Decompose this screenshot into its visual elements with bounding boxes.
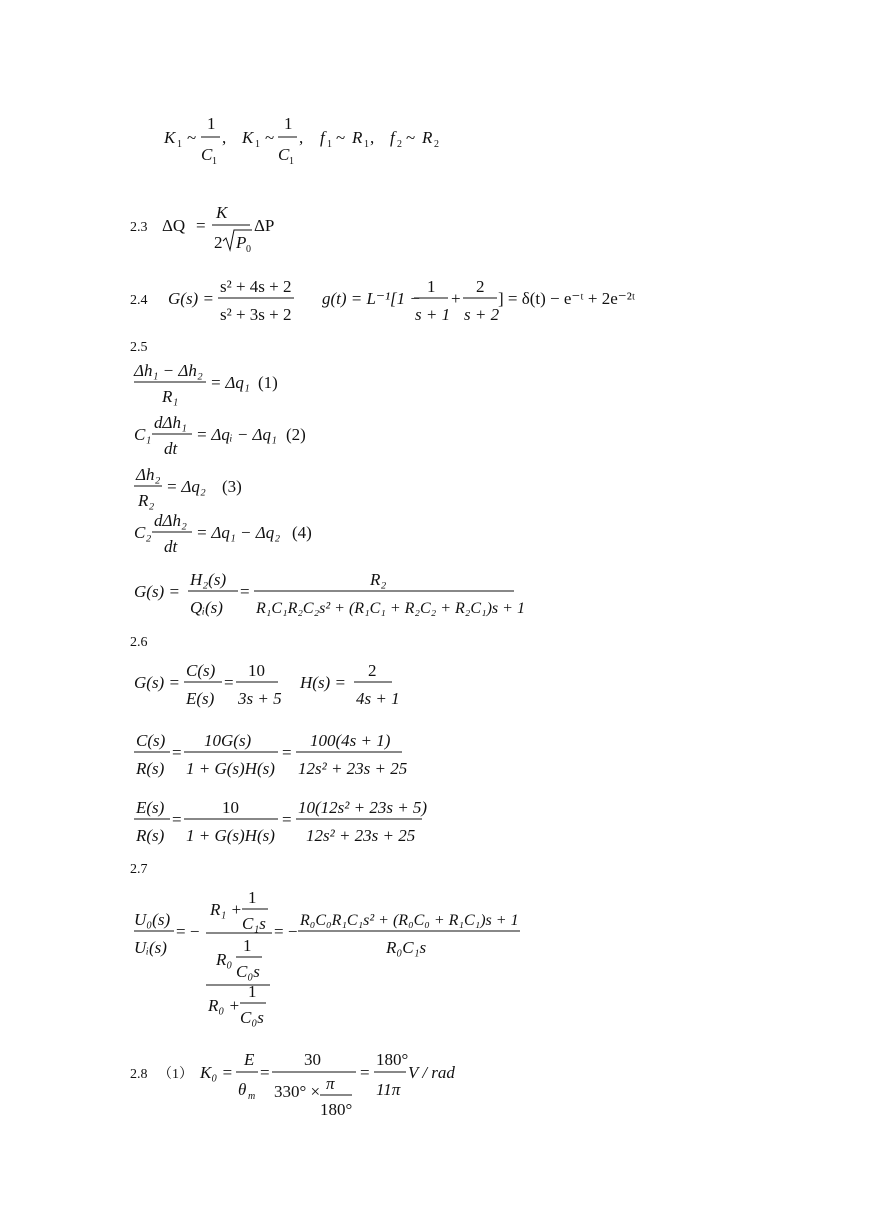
- eq4-den: dt: [164, 537, 178, 556]
- tilde-b: ~: [265, 128, 275, 147]
- top-den: C₁s: [242, 914, 266, 933]
- section-2-3: [130, 200, 330, 260]
- c1-b-sub: 1: [289, 156, 294, 167]
- bot-den: C₀s: [240, 1008, 264, 1027]
- section-2-7-number: [130, 859, 170, 879]
- eq2-den: dt: [164, 439, 178, 458]
- section-2-8: [130, 1045, 490, 1120]
- section-number: 2.7: [130, 862, 148, 877]
- tf-den1: Qᵢ(s): [190, 598, 223, 617]
- eq3-num: Δh₂: [136, 465, 161, 484]
- f2: f: [390, 128, 395, 147]
- f1: f: [320, 128, 325, 147]
- section-number: 2.6: [130, 635, 148, 650]
- rhs-num: R₀C₀R₁C₁s² + (R₀C₀ + R₁C₁)s + 1: [300, 912, 519, 929]
- eq4-rhs: = Δq₁ − Δq₂: [196, 523, 281, 542]
- two: 2: [214, 233, 223, 252]
- section-2-6-number: [130, 632, 170, 652]
- one-b: 1: [284, 114, 293, 133]
- g-d2: 3s + 5: [238, 689, 282, 708]
- eq4-tag: (4): [292, 523, 312, 542]
- section-number: 2.8: [130, 1067, 148, 1082]
- r1-sub: 1: [364, 139, 369, 150]
- d330: 330° ×: [274, 1082, 321, 1101]
- f2-sub: 2: [397, 139, 402, 150]
- theta-sub: m: [248, 1091, 256, 1102]
- tilde-d: ~: [406, 128, 416, 147]
- unit: V / rad: [408, 1063, 455, 1082]
- r2-sub: 2: [434, 139, 439, 150]
- equals: =: [196, 216, 206, 235]
- p0: P: [236, 233, 247, 252]
- cr-d2: 1 + G(s)H(s): [186, 759, 275, 778]
- k1-b-sub: 1: [255, 139, 260, 150]
- equation-g-h: [130, 658, 430, 713]
- cr-n1: C(s): [136, 731, 166, 750]
- tf-eq: =: [240, 582, 250, 601]
- bot-r0: R₀ +: [208, 996, 241, 1015]
- cr-n2: 10G(s): [204, 731, 252, 750]
- eq-neg-2: = −: [274, 922, 298, 941]
- eq2-num: dΔh₁: [154, 413, 187, 432]
- mid-den: C₀s: [236, 962, 260, 981]
- section-number: 2.5: [130, 340, 148, 355]
- eq1: =: [260, 1063, 270, 1082]
- tf-den2: R₁C₁R₂C₂s² + (R₁C₁ + R₂C₂ + R₂C₁)s + 1: [256, 600, 525, 617]
- equation-2: [130, 412, 360, 462]
- theta: θ: [238, 1080, 247, 1099]
- mid-one: 1: [243, 936, 252, 955]
- tilde-c: ~: [336, 128, 346, 147]
- cr-n3: 100(4s + 1): [310, 731, 391, 750]
- thirty: 30: [304, 1050, 321, 1069]
- g-d1: E(s): [186, 689, 215, 708]
- cr-d1: R(s): [136, 759, 165, 778]
- g-lhs: G(s) =: [134, 673, 180, 692]
- section-2-4: [130, 273, 650, 333]
- eq1-tag: (1): [258, 373, 278, 392]
- tilde-a: ~: [187, 128, 197, 147]
- res-n: 180°: [376, 1050, 409, 1069]
- section-number: 2.4: [130, 293, 148, 308]
- e: E: [244, 1050, 255, 1069]
- eq1-den: R₁: [162, 387, 179, 406]
- result: ] = δ(t) − e⁻ᵗ + 2e⁻²ᵗ: [498, 289, 636, 308]
- cr-eq2: =: [282, 743, 292, 762]
- eq3-rhs: = Δq₂: [166, 477, 206, 496]
- mid-r0: R₀: [216, 950, 233, 969]
- tf-num1: H₂(s): [190, 570, 227, 589]
- eq-neg-1: = −: [176, 922, 200, 941]
- equation-4: [130, 510, 360, 560]
- p0-sub: 0: [246, 244, 251, 255]
- comma-a: ,: [222, 128, 227, 147]
- g-n1: C(s): [186, 661, 216, 680]
- eq2-c: C₁: [134, 425, 152, 444]
- section-number: 2.3: [130, 220, 148, 235]
- equation-2-7: [130, 885, 530, 1030]
- top-r1: R₁ +: [210, 900, 243, 919]
- eq2-rhs: = Δqᵢ − Δq₁: [196, 425, 277, 444]
- uo: U₀(s): [134, 910, 171, 929]
- k1-b: K: [242, 128, 254, 147]
- h-lhs: H(s) =: [300, 673, 346, 692]
- plus: +: [451, 289, 461, 308]
- delta-p: ΔP: [254, 216, 275, 235]
- numerator: s² + 4s + 2: [220, 277, 292, 296]
- er-eq1: =: [172, 810, 182, 829]
- er-n3: 10(12s² + 23s + 5): [298, 798, 428, 817]
- k: K: [216, 203, 228, 222]
- c1-b: C: [278, 145, 290, 164]
- eq2-tag: (2): [286, 425, 306, 444]
- g-eq: =: [224, 673, 234, 692]
- equation-e-r: [130, 795, 450, 850]
- eq3-den: R₂: [138, 491, 155, 510]
- frac2-num: 2: [476, 277, 485, 296]
- equation-k1-c1: [160, 112, 460, 172]
- er-d2: 1 + G(s)H(s): [186, 826, 275, 845]
- top-one: 1: [248, 888, 257, 907]
- er-d1: R(s): [136, 826, 165, 845]
- one-a: 1: [207, 114, 216, 133]
- section-2-5-number: [130, 337, 170, 357]
- pi: π: [326, 1074, 335, 1093]
- r1: R: [352, 128, 363, 147]
- tf-g: G(s) =: [134, 582, 180, 601]
- k0: K₀ =: [200, 1063, 233, 1082]
- k1-a: K: [164, 128, 176, 147]
- g-t: g(t) = L⁻¹[1 −: [322, 289, 421, 308]
- h-n: 2: [368, 661, 377, 680]
- eq2: =: [360, 1063, 370, 1082]
- equation-1: [130, 360, 330, 410]
- er-eq2: =: [282, 810, 292, 829]
- k1-a-sub: 1: [177, 139, 182, 150]
- ui: Uᵢ(s): [134, 938, 167, 957]
- bot-one: 1: [248, 982, 257, 1001]
- transfer-function-2-5: [130, 567, 530, 622]
- part-label: （1）: [158, 1067, 193, 1082]
- eq4-num: dΔh₂: [154, 511, 187, 530]
- denominator: s² + 3s + 2: [220, 305, 292, 324]
- h-d: 4s + 1: [356, 689, 400, 708]
- eq1-num: Δh₁ − Δh₂: [134, 361, 203, 380]
- f1-sub: 1: [327, 139, 332, 150]
- delta-q: ΔQ: [162, 216, 186, 235]
- res-d: 11π: [376, 1080, 401, 1099]
- frac2-den: s + 2: [464, 305, 500, 324]
- r2: R: [422, 128, 433, 147]
- er-n1: E(s): [136, 798, 165, 817]
- c1-a-sub: 1: [212, 156, 217, 167]
- eq1-rhs: = Δq₁: [210, 373, 250, 392]
- equation-3: [130, 464, 330, 514]
- comma-b: ,: [299, 128, 304, 147]
- tf-num2: R₂: [370, 570, 387, 589]
- comma-c: ,: [370, 128, 375, 147]
- eq4-c: C₂: [134, 523, 152, 542]
- er-d3: 12s² + 23s + 25: [306, 826, 416, 845]
- equation-c-r: [130, 728, 430, 783]
- d180: 180°: [320, 1100, 353, 1119]
- g-lhs: G(s) =: [168, 289, 214, 308]
- frac1-num: 1: [427, 277, 436, 296]
- c1-a: C: [201, 145, 213, 164]
- cr-eq1: =: [172, 743, 182, 762]
- eq3-tag: (3): [222, 477, 242, 496]
- g-n2: 10: [248, 661, 265, 680]
- er-n2: 10: [222, 798, 239, 817]
- cr-d3: 12s² + 23s + 25: [298, 759, 408, 778]
- rhs-den: R₀C₁s: [386, 938, 427, 957]
- frac1-den: s + 1: [415, 305, 451, 324]
